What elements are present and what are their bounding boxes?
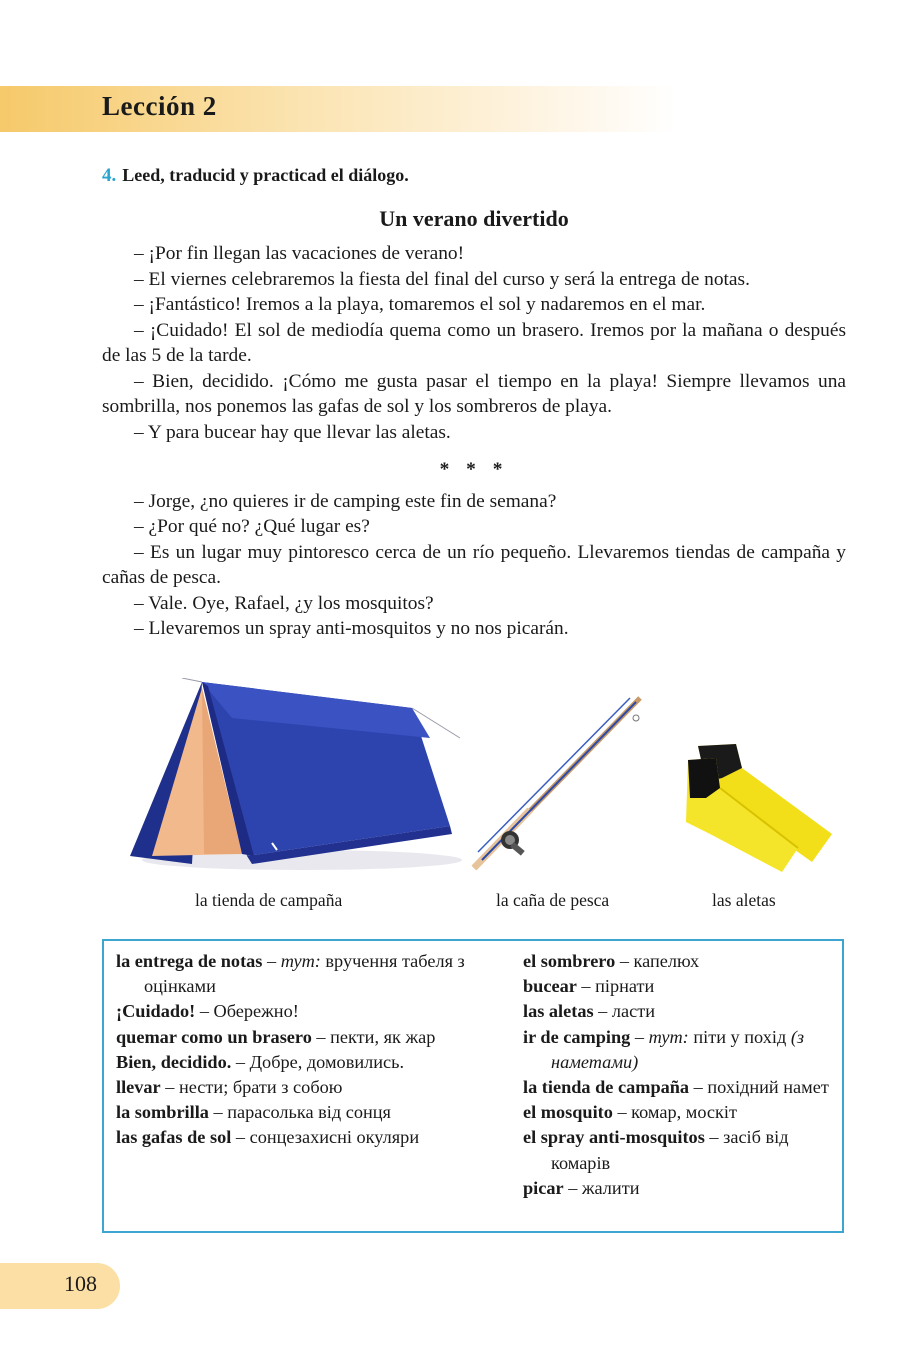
dialog-line: – Es un lugar muy pintoresco cerca de un río pequeño. Llevaremos tiendas de campaña y cañas de pesca.	[102, 541, 846, 588]
dialog-line: – ¿Por qué no? ¿Qué lugar es?	[134, 516, 370, 537]
vocab-entry: el sombrero – капелюх	[523, 951, 700, 971]
dialog-line: – ¡Cuidado! El sol de mediodía quema como un brasero. Iremos por la mañana o después de las 5 de la tarde.	[102, 319, 846, 366]
lesson-title: Lección 2	[102, 91, 217, 121]
vocab-entry: ¡Cuidado! – Обережно!	[116, 1001, 299, 1022]
fins-caption: las aletas	[712, 890, 776, 910]
exercise-text: Leed, traducid y practicad el diálogo.	[122, 165, 409, 185]
dialog-text	[102, 241, 846, 642]
dialog-line: – ¡Por fin llegan las vacaciones de verano!	[134, 243, 465, 264]
dialog-line: – Jorge, ¿no quieres ir de camping este fin de semana?	[134, 490, 557, 512]
dialog-line: – Vale. Oye, Rafael, ¿y los mosquitos?	[134, 592, 434, 614]
vocab-entry: el spray anti-mosquitos – засіб від комарів	[523, 1127, 789, 1173]
vocabulary-box	[102, 939, 844, 1233]
dialog-line: – ¡Fantástico! Iremos a la playa, tomaremos el sol y nadaremos en el mar.	[134, 294, 706, 315]
section-separator: * * *	[439, 459, 509, 480]
dialog-line: – Llevaremos un spray anti-mosquitos y no nos picarán.	[134, 618, 569, 639]
vocab-entry: ir de camping – тут: піти у похід (з наметами)	[523, 1026, 805, 1072]
vocab-entry: bucear – пірнати	[523, 976, 655, 997]
vocab-entry: picar – жалити	[523, 1177, 640, 1198]
rod-caption: la caña de pesca	[496, 890, 610, 910]
fins-image	[676, 738, 836, 878]
vocab-entry: las gafas de sol – сонцезахисні окуляри	[116, 1127, 420, 1148]
page-number-tab	[0, 1263, 120, 1309]
dialog-title: Un verano divertido	[379, 206, 569, 231]
vocab-entry: la tienda de campaña – похідний намет	[523, 1077, 829, 1098]
page-number: 108	[64, 1271, 97, 1296]
tent-image	[112, 678, 462, 878]
dialog-line: – Y para bucear hay que llevar las aletas.	[134, 421, 451, 443]
vocab-entry: llevar – нести; брати з собою	[116, 1077, 343, 1098]
tent-caption: la tienda de campaña	[195, 890, 343, 910]
dialog-line: – Bien, decidido. ¡Cómo me gusta pasar el tiempo en la playa! Siempre llevamos una sombrilla, nos ponemos las gafas de sol y los sombreros de playa.	[102, 370, 846, 417]
fishing-rod-image	[470, 692, 648, 872]
vocab-entry: las aletas – ласти	[523, 1001, 655, 1022]
vocab-entry: Bien, decidido. – Добре, домовились.	[116, 1051, 405, 1072]
vocabulary-column-right	[523, 949, 839, 1201]
vocab-entry: la entrega de notas – тут: вручення табеля з оцінками	[116, 951, 465, 997]
vocabulary-column-left	[116, 949, 512, 1151]
dialog-line: – El viernes celebraremos la fiesta del final del curso y será la entrega de notas.	[134, 268, 750, 290]
exercise-number: 4.	[102, 165, 117, 186]
vocab-entry: el mosquito – комар, москіт	[523, 1102, 737, 1123]
vocab-entry: la sombrilla – парасолька від сонця	[116, 1102, 391, 1123]
exercise-instruction	[102, 165, 409, 187]
vocab-entry: quemar como un brasero – пекти, як жар	[116, 1026, 436, 1047]
